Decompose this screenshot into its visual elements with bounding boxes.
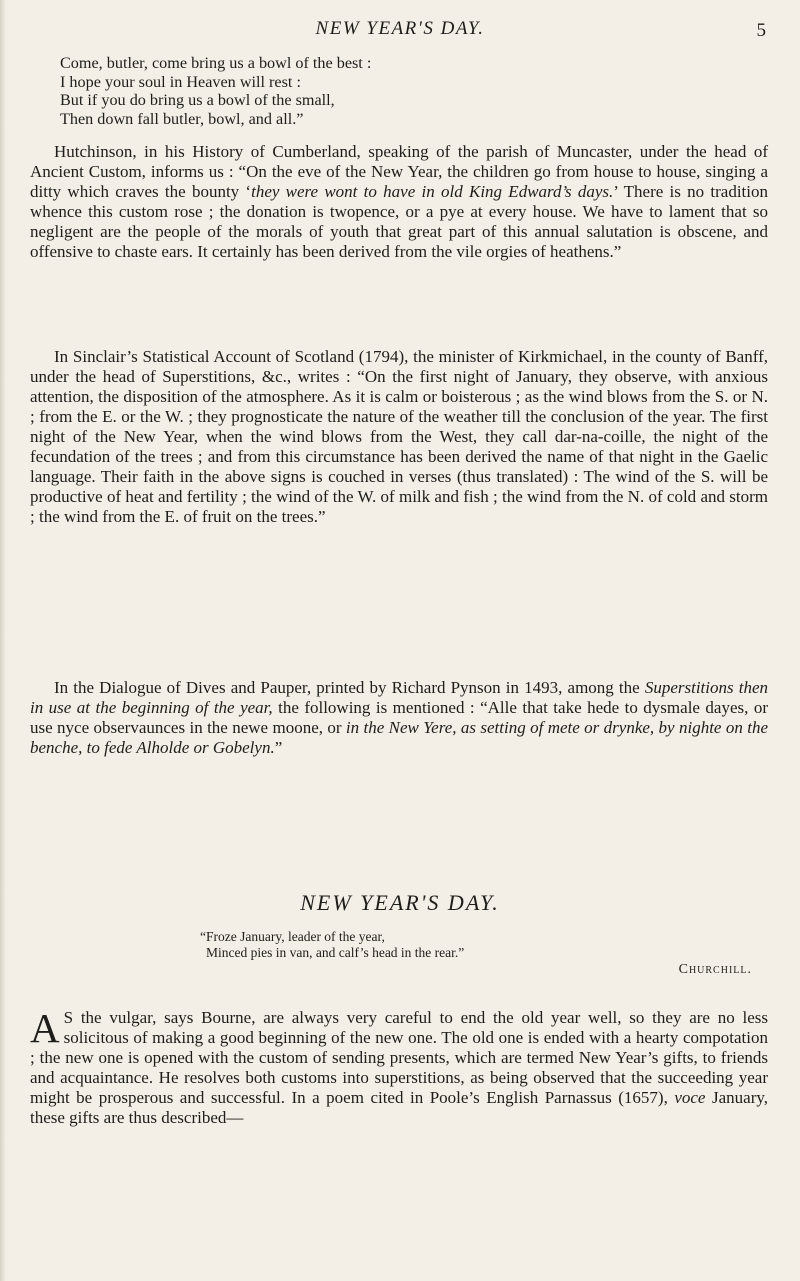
epigraph-line: “Froze January, leader of the year, [200,929,385,944]
page-header [0,14,800,44]
paragraph-text: January, these gifts are thus described— [30,1088,768,1127]
paragraph-text: the following is mentioned : “Alle that take hede to dysmale dayes, or use nyce observaunces in the newe moone, or [30,698,768,737]
running-title: NEW YEAR'S DAY. [315,18,485,39]
paragraph-hutchinson [30,142,768,262]
paragraph-sinclair: In Sinclair’s Statistical Account of Scotland (1794), the minister of Kirkmichael, in the county of Banff, under the head of Superstitions, &c., writes : “On the first night of January, they observe, with anxious attention, the disposition of the atmosphere. As it is calm or boisterous ; as the wind blows from the S. or N. ; from the E. or the W. ; they prognosticate the nature of the weather till the conclusion of the year. The first night of the New Year, when the wind blows from the West, they call dar-na-coille, the night of the fecundation of the trees ; and from this circumstance has been derived the name of that night in the Gaelic language. Their faith in the above signs is couched in verses (thus translated) : The wind of the S. will be productive of heat and fertility ; the wind of the W. of milk and fish ; the wind from the N. of cold and storm ; the wind from the E. of fruit on the trees.” [30,347,768,526]
page-gutter-shadow [0,0,6,1281]
verse-line: I hope your soul in Heaven will rest : [60,72,301,91]
epigraph-line: Minced pies in van, and calf’s head in the rear.” [206,945,465,960]
paragraph-text: Hutchinson, in his History of Cumberland, speaking of the parish of Muncaster, under the head of Ancient Custom, informs us : “On the eve of the New Year, the children go from house to house, singing a ditty which craves the bounty ‘ [30,142,768,201]
paragraph-dives-and-pauper [30,678,768,758]
verse-line: Then down fall butler, bowl, and all.” [60,109,304,128]
paragraph-text: In the Dialogue of Dives and Pauper, printed by Richard Pynson in 1493, among the [54,678,645,697]
italic-quote: they were wont to have in old King Edward’s days. [251,182,614,201]
paragraph-text: S the vulgar, says Bourne, are always very careful to end the old year well, so they are no less solicitous of making a good beginning of the new one. The old one is ended with a hearty compotation ; the new one is opened with the custom of sending presents, which are termed New Year’s gifts, to friends and acquaintance. He resolves both customs into superstitions, as being observed that the succeeding year might be prosperous and successful. In a poem cited in Poole’s English Parnassus (1657), [30,1008,768,1107]
italic-phrase: Superstitions then in use at the beginning of the year, [30,678,768,717]
section-heading: NEW YEAR'S DAY. [300,890,500,915]
italic-word: voce [674,1088,706,1107]
paragraph-text: ” [274,738,283,757]
verse-line: But if you do bring us a bowl of the small, [60,91,335,110]
italic-quote: in the New Yere, as setting of mete or drynke, by nighte on the benche, to fede Alholde or Gobelyn. [30,718,768,757]
drop-cap: A [30,1005,60,1051]
verse-line: Come, butler, come bring us a bowl of the best : [60,54,372,72]
verse-quotation [60,54,760,128]
paragraph-bourne [30,1005,768,1128]
paragraph-text: ’ There is no tradition whence this custom rose ; the donation is twopence, or a pye at every house. We have to lament that so negligent are the people of the morals of youth that great part of this annual salutation is obscene, and offensive to chaste ears. It certainly has been derived from the vile orgies of heathens.” [30,182,768,261]
epigraph [200,929,700,961]
page-number: 5 [756,20,766,41]
epigraph-attribution: Churchill. [678,962,752,977]
